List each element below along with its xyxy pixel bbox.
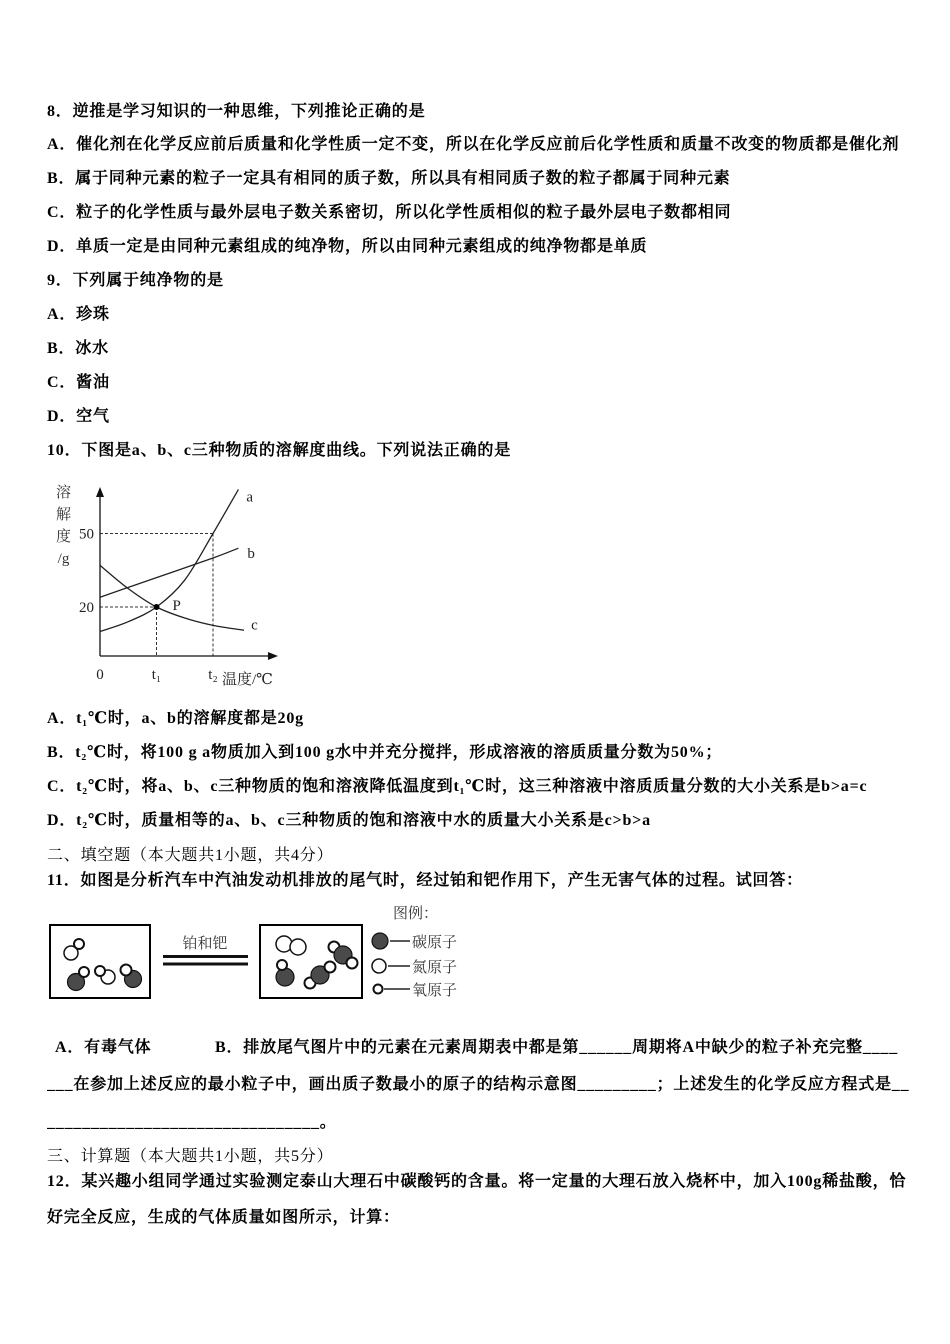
q9-option-c: C．酱油 [47,374,110,391]
q8-option-b: B．属于同种元素的粒子一定具有相同的质子数，所以具有相同质子数的粒子都属于同种元素 [47,170,731,187]
y-tick-label-20: 20 [79,600,94,616]
co2-molecule [305,962,336,989]
co-molecule [68,967,90,991]
x-axis-label: 温度/℃ [222,672,273,688]
y-axis-label: 溶解度/g [55,485,71,567]
nitrogen-atom [290,939,306,955]
oxygen-atom [74,939,84,949]
section-3-heading: 三、计算题（本大题共1小题，共5分） [47,1148,334,1165]
x-tick-label-2: t₂ [208,667,218,683]
no-molecule [64,939,84,960]
legend-title: 图例： [393,906,439,922]
q10-option-d: D．t₂℃时，质量相等的a、b、c三种物质的饱和溶液中水的质量大小关系是c>b>a [47,812,651,829]
y-tick-label-50: 50 [79,526,94,543]
legend-nitrogen-label: 氮原子 [412,960,458,976]
co-molecule [121,965,142,988]
oxygen-atom [277,960,287,970]
q10-option-c: C．t₂℃时，将a、b、c三种物质的饱和溶液降低温度到t₁℃时，这三种溶液中溶质质量分数的大小关系是b>a=c [47,778,868,795]
q10-option-a: A．t₁℃时，a、b的溶解度都是20g [47,710,304,727]
no-molecule [95,966,115,984]
oxygen-atom [95,966,105,976]
q11-answer-line-3: _______________________________。 [47,1114,337,1131]
q9-option-a: A．珍珠 [47,306,110,323]
q9-stem: 9．下列属于纯净物的是 [47,272,224,289]
q12-line-1: 12．某兴趣小组同学通过实验测定泰山大理石中碳酸钙的含量。将一定量的大理石放入烧杯中，加入100g稀盐酸，恰 [47,1173,907,1190]
q10-stem: 10．下图是a、b、c三种物质的溶解度曲线。下列说法正确的是 [47,442,512,459]
x-axis-arrow [268,652,278,660]
q11-stem: 11．如图是分析汽车中汽油发动机排放的尾气时，经过铂和钯作用下，产生无害气体的过程。试回答： [47,872,803,889]
legend-oxygen-icon [374,985,383,994]
carbon-atom [276,968,294,986]
q11-answer-b: B．排放尾气图片中的元素在元素周期表中都是第______周期将A中缺少的粒子补充完整____ [215,1039,899,1056]
legend-oxygen-label: 氧原子 [412,983,458,999]
q10-option-b: B．t₂℃时，将100 g a物质加入到100 g水中并充分搅拌，形成溶液的溶质质量分数为50%； [47,744,723,761]
legend-nitrogen-icon [372,959,386,973]
co-molecule [276,960,294,986]
x-tick-label-0: 0 [96,667,104,683]
nitrogen-atom [276,936,292,952]
legend-carbon-icon [372,933,388,949]
q8-option-d: D．单质一定是由同种元素组成的纯净物，所以由同种元素组成的纯净物都是单质 [47,238,648,255]
oxygen-atom [325,962,336,973]
x-tick-label-1: t₁ [151,667,162,683]
q11-answer-a: A．有毒气体 [55,1039,152,1056]
series-a-curve [100,489,238,631]
series-c-label: c [251,617,258,634]
oxygen-atom [121,965,132,976]
q8-stem: 8．逆推是学习知识的一种思维，下列推论正确的是 [47,103,426,120]
catalyst-label: 铂和钯 [182,936,228,952]
legend-carbon-label: 碳原子 [412,935,458,951]
point-p-label: P [172,598,181,614]
solubility-chart [40,475,290,695]
q11-answer-line-2: ___在参加上述反应的最小粒子中，画出质子数最小的原子的结构示意图_________；上述发生的化学反应方程式是__ [47,1076,910,1093]
q9-option-b: B．冰水 [47,340,109,357]
oxygen-atom [79,967,89,977]
oxygen-atom [347,958,358,969]
section-2-heading: 二、填空题（本大题共1小题，共4分） [47,847,334,864]
q9-option-d: D．空气 [47,408,110,425]
series-b-label: b [247,546,255,563]
q8-option-c: C．粒子的化学性质与最外层电子数关系密切，所以化学性质相似的粒子最外层电子数都相同 [47,204,732,221]
series-b-curve [100,548,238,597]
y-axis-arrow [96,487,104,497]
solubility-chart-svg [40,475,290,695]
q12-line-2: 好完全反应，生成的气体质量如图所示，计算： [47,1209,400,1226]
series-a-label: a [246,489,254,506]
n2-molecule [276,936,306,955]
point-p [154,604,160,610]
exhaust-reaction-diagram [45,900,465,1005]
q8-option-a: A．催化剂在化学反应前后质量和化学性质一定不变，所以在化学反应前后化学性质和质量不改变的物质都是催化剂 [47,136,900,153]
